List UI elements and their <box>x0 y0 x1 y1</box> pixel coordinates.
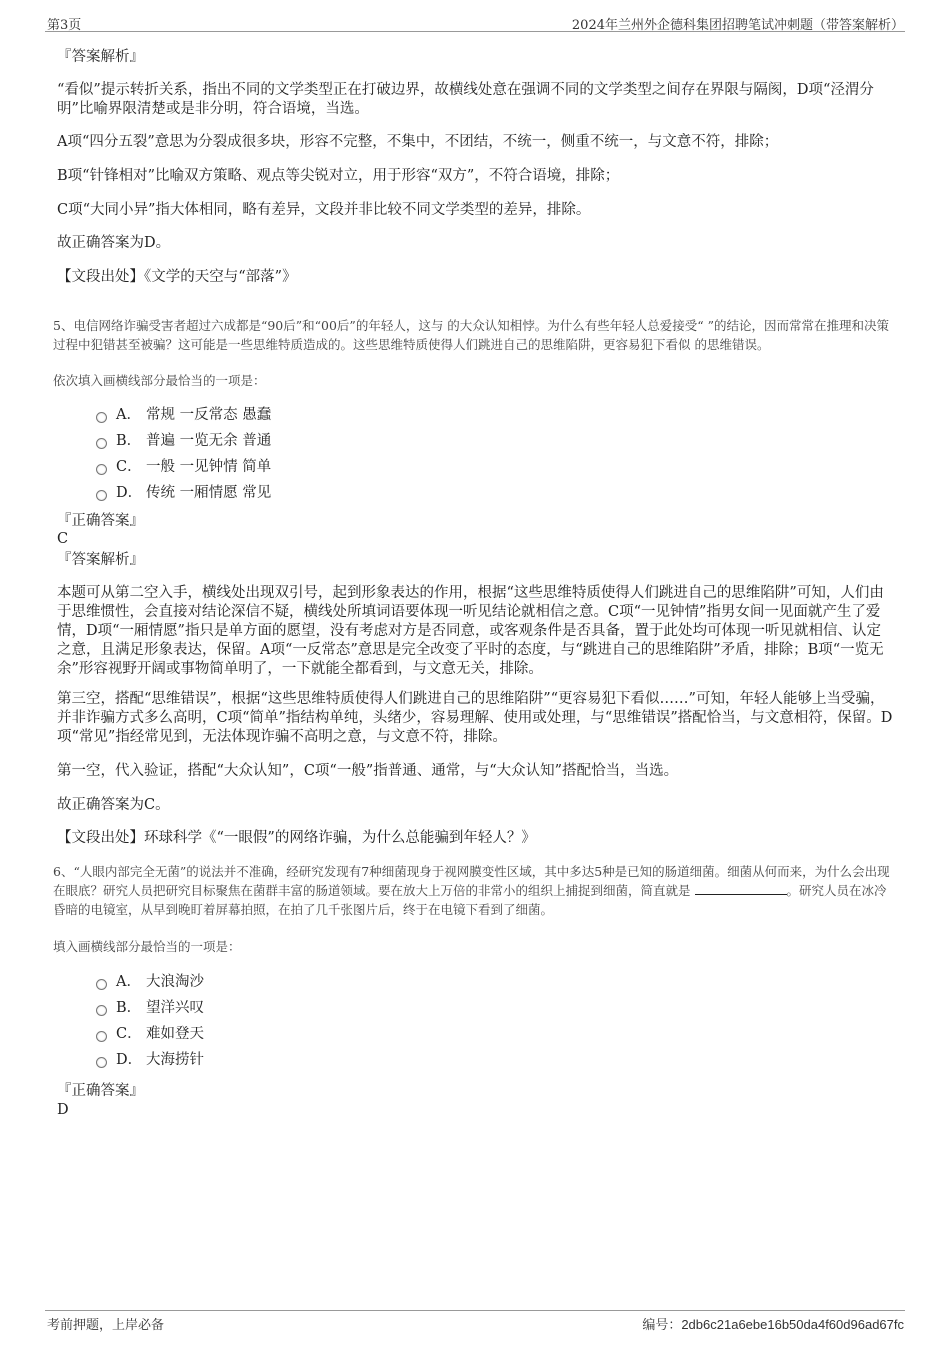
header-divider <box>45 31 905 32</box>
q6-answer-label: 『正确答案』 <box>57 1083 144 1099</box>
q5-stem: 5、电信网络诈骗受害者超过六成都是“90后”和“00后”的年轻人，这与 的大众认知相悖。为什么有些年轻人总爱接受“ ”的结论，因而常常在推理和决策过程中犯错甚至被骗？这可能是一些思维特质造成的。这些思维特质使得人们跳进自己的思维陷阱，更容易犯下看似 的思维错误。 <box>53 318 890 352</box>
q5-analysis-paragraph: 第一空，代入验证，搭配“大众认知”，C项“一般”指普通、通常，与“大众认知”搭配恰当，当选。 <box>57 763 679 779</box>
q6-option-b[interactable]: B． 望洋兴叹 <box>96 998 204 1018</box>
q4-source: 【文段出处】《文学的天空与“部落”》 <box>57 269 297 285</box>
q5-analysis-paragraph: 第三空，搭配“思维错误”，根据“这些思维特质使得人们跳进自己的思维陷阱”“更容易犯下看似……”可知，年轻人能够上当受骗，并非诈骗方式多么高明，C项“简单”指结构单纯，头绪少，容易理解、使用或处理，与“思维错误”搭配恰当，与文意相符，保留。D项“常见”指经常见到，无法体现诈骗不高明之意，与文意不符，排除。 <box>57 691 893 745</box>
q5-answer-label: 『正确答案』 <box>57 513 144 529</box>
q6-answer: D <box>57 1102 69 1118</box>
q6-option-c[interactable]: C． 难如登天 <box>96 1024 204 1044</box>
q5-source: 【文段出处】环球科学《“一眼假”的网络诈骗，为什么总能骗到年轻人？》 <box>57 830 536 846</box>
q4-analysis-paragraph: “看似”提示转折关系，指出不同的文学类型正在打破边界，故横线处意在强调不同的文学类型之间存在界限与隔阂，D项“泾渭分明”比喻界限清楚或是非分明，符合语境，当选。 <box>57 82 874 117</box>
document-title: 2024年兰州外企德科集团招聘笔试冲刺题（带答案解析） <box>571 18 904 33</box>
q5-analysis-paragraph: 本题可从第二空入手，横线处出现双引号，起到形象表达的作用，根据“这些思维特质使得人们跳进自己的思维陷阱”可知，人们由于思维惯性，会直接对结论深信不疑，横线处所填词语要体现一听见结论就相信之意。C项“一见钟情”指男女间一见面就产生了爱情，D项“一厢情愿”指只是单方面的愿望，没有考虑对方是否同意，或客观条件是否具备，置于此处均可体现一听见就相信、认定之意，且满足形象表达，保留。A项“一反常态”意思是完全改变了平时的态度，与“跳进自己的思维陷阱”矛盾，排除；B项“一览无余”形容视野开阔或事物简单明了，一下就能全都看到，与文意无关，排除。 <box>57 585 884 677</box>
q6-option-a[interactable]: A． 大浪淘沙 <box>96 972 204 992</box>
footer-divider <box>45 1310 905 1311</box>
page-number: 第3页 <box>47 18 82 33</box>
fill-blank <box>695 882 787 895</box>
q4-analysis-paragraph: B项“针锋相对”比喻双方策略、观点等尖锐对立，用于形容“双方”，不符合语境，排除； <box>57 168 620 184</box>
q6-option-d[interactable]: D． 大海捞针 <box>96 1050 204 1070</box>
q5-option-b[interactable]: B． 普遍 一览无余 普通 <box>96 431 271 451</box>
radio-icon[interactable] <box>96 490 107 501</box>
q5-correct-answer-text: 故正确答案为C。 <box>57 797 170 813</box>
q5-answer: C <box>57 531 69 547</box>
q4-correct-answer-text: 故正确答案为D。 <box>57 235 171 251</box>
document-code: 编号：2db6c21a6ebe16b50da4f60d96ad67fc <box>642 1317 904 1333</box>
radio-icon[interactable] <box>96 1005 107 1016</box>
q4-analysis-paragraph: C项“大同小异”指大体相同，略有差异，文段并非比较不同文学类型的差异，排除。 <box>57 202 591 218</box>
footer-slogan: 考前押题，上岸必备 <box>47 1318 165 1333</box>
radio-icon[interactable] <box>96 412 107 423</box>
radio-icon[interactable] <box>96 1057 107 1068</box>
q5-option-a[interactable]: A． 常规 一反常态 愚蠢 <box>96 405 271 425</box>
radio-icon[interactable] <box>96 464 107 475</box>
radio-icon[interactable] <box>96 438 107 449</box>
radio-icon[interactable] <box>96 979 107 990</box>
q6-prompt: 填入画横线部分最恰当的一项是： <box>53 939 241 954</box>
q4-analysis-label: 『答案解析』 <box>57 49 144 65</box>
q5-option-d[interactable]: D． 传统 一厢情愿 常见 <box>96 483 271 503</box>
q5-analysis-label: 『答案解析』 <box>57 552 144 568</box>
q4-analysis-paragraph: A项“四分五裂”意思为分裂成很多块，形容不完整，不集中，不团结，不统一，侧重不统一，与文意不符，排除； <box>57 134 779 150</box>
q5-prompt: 依次填入画横线部分最恰当的一项是： <box>53 373 266 388</box>
q6-stem: 6、“人眼内部完全无菌”的说法并不准确，经研究发现有7种细菌现身于视网膜变性区域，其中多达5种是已知的肠道细菌。细菌从何而来，为什么会出现在眼底？研究人员把研究目标聚焦在菌群丰富的肠道领域。要在放大上万倍的非常小的组织上捕捉到细菌，简直就是 。研究人员在冰冷昏暗的电镜室，从早到晚盯着屏幕拍照，在拍了几千张图片后，终于在电镜下看到了细菌。 <box>53 864 890 917</box>
q5-option-c[interactable]: C． 一般 一见钟情 简单 <box>96 457 271 477</box>
radio-icon[interactable] <box>96 1031 107 1042</box>
